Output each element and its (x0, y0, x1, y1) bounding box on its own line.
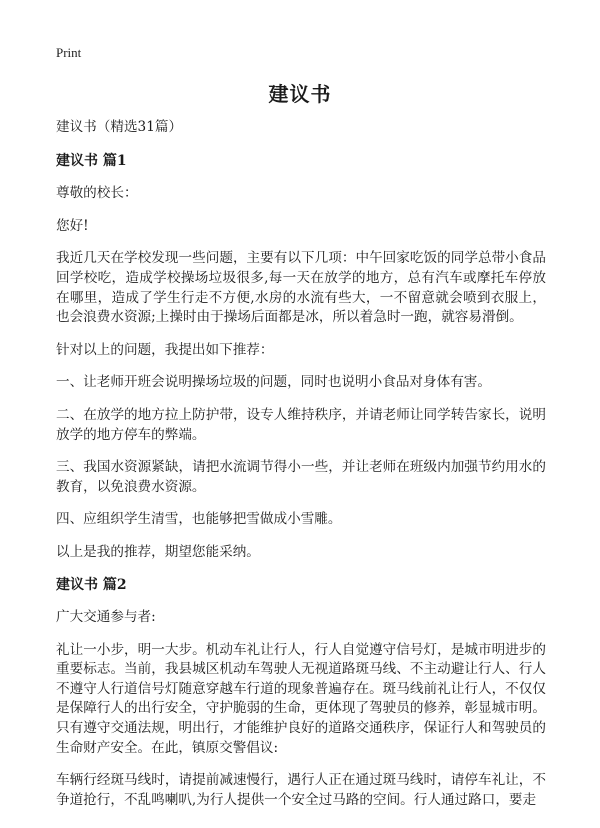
problem-paragraph: 我近几天在学校发现一些问题，主要有以下几项：中午回家吃饭的同学总带小食品回学校吃，造成学校操场垃圾很多,每一天在放学的地方，总有汽车或摩托车停放在哪里，造成了学生行走不方便,水房的水流有些大，一不留意就会喷到衣服上，也会浪费水资源;上操时由于操场后面都是冰，所以着急时一跑，就容易滑倒。 (56, 250, 546, 326)
recommendation-4: 四、应组织学生清雪，也能够把雪做成小雪雕。 (56, 511, 342, 528)
print-link[interactable]: Print (56, 45, 82, 60)
document-title: 建议书 (268, 82, 332, 106)
greeting: 您好! (56, 217, 89, 234)
recommendation-2: 二、在放学的地方拉上防护带，设专人维持秩序，并请老师让同学转告家长，说明放学的地方停车的弊端。 (56, 406, 546, 443)
recommendation-intro: 针对以上的问题，我提出如下推荐： (56, 341, 274, 358)
section-heading-1: 建议书 篇1 (56, 152, 127, 169)
salutation-2: 广大交通参与者: (56, 609, 156, 626)
closing-paragraph: 以上是我的推荐，期望您能采纳。 (56, 543, 260, 560)
traffic-paragraph: 礼让一小步，明一大步。机动车礼让行人，行人自觉遵守信号灯，是城市明进步的重要标志。当前，我县城区机动车驾驶人无视道路斑马线、不主动避让行人、行人不遵守人行道信号灯随意穿越车行道的现象普遍存在。斑马线前礼让行人，不仅仅是保障行人的出行安全，守护脆弱的生命，更体现了驾驶员的修养，彰显城市明。只有遵守交通法规，明出行，才能维护良好的道路交通秩序，保证行人和驾驶员的生命财产安全。在此，镇原交警倡议: (56, 641, 546, 756)
recommendation-1: 一、让老师开班会说明操场垃圾的问题，同时也说明小食品对身体有害。 (56, 374, 491, 391)
salutation: 尊敬的校长： (56, 185, 138, 202)
recommendation-3: 三、我国水资源紧缺，请把水流调节得小一些，并让老师在班级内加强节约用水的教育，以免浪费水资源。 (56, 459, 546, 495)
document-body (56, 118, 546, 823)
traffic-rule-paragraph: 车辆行经斑马线时，请提前减速慢行，遇行人正在通过斑马线时，请停车礼让，不争道抢行，不乱鸣喇叭,为行人提供一个安全过马路的空间。行人通过路口，要走 (56, 772, 546, 808)
section-heading-2: 建议书 篇2 (56, 576, 127, 593)
document-subtitle: 建议书（精选31篇） (56, 119, 183, 135)
